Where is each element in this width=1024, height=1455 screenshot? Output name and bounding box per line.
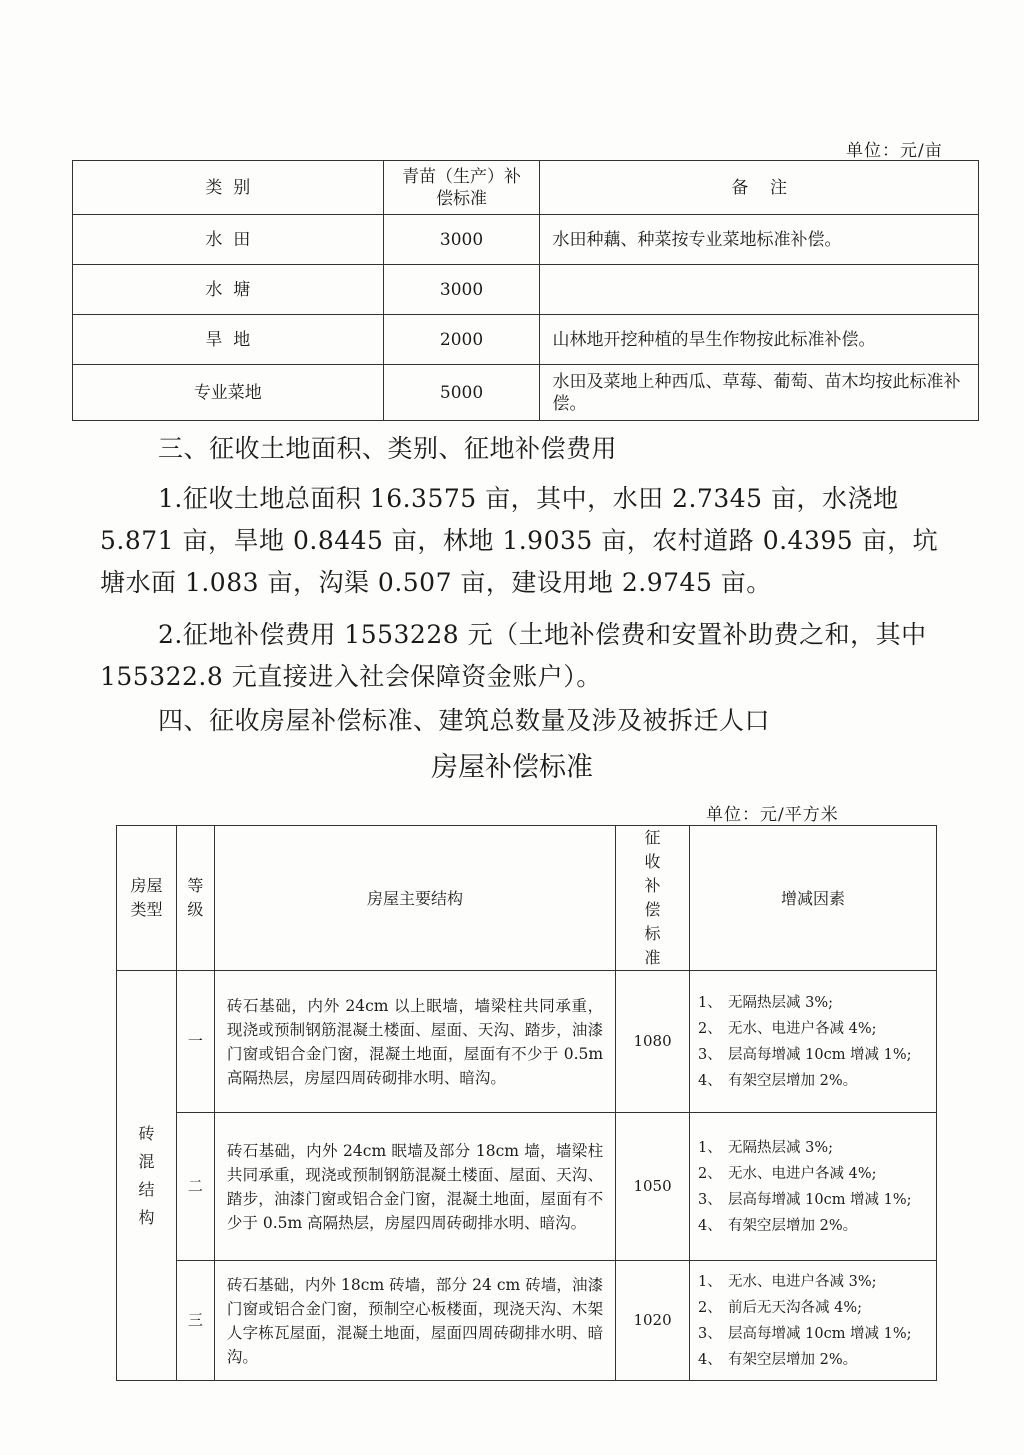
header-standard-line2: 偿标准 <box>436 188 488 209</box>
header-grade-text: 等级 <box>187 876 204 919</box>
cell-standard: 2000 <box>383 315 540 365</box>
factor-item: 4、 有架空层增加 2%。 <box>698 1351 858 1368</box>
factor-item: 2、 无水、电进户各减 4%; <box>698 1020 877 1037</box>
standard-cell: 1080 <box>616 971 690 1113</box>
factor-item: 4、 有架空层增加 2%。 <box>698 1072 858 1089</box>
factor-item: 3、 层高每增减 10cm 增减 1%; <box>698 1046 912 1063</box>
factor-item: 2、 前后无天沟各减 4%; <box>698 1299 863 1316</box>
header-remark: 备 注 <box>540 161 979 215</box>
section3-paragraph1: 1.征收土地总面积 16.3575 亩，其中，水田 2.7345 亩，水浇地 5.871 亩，旱地 0.8445 亩，林地 1.9035 亩，农村道路 0.4395 亩，坑塘水面 1.083 亩，沟渠 0.507 亩，建设用地 2.9745 亩。 <box>100 484 939 597</box>
house-compensation-table <box>116 825 937 1381</box>
cell-category: 水 塘 <box>73 265 384 315</box>
grade-cell: 二 <box>176 1113 214 1261</box>
table-row <box>73 215 979 265</box>
table2-header-row <box>117 826 937 971</box>
table2-title: 房屋补偿标准 <box>431 752 593 783</box>
cell-category: 专业菜地 <box>73 365 384 421</box>
factor-item: 2、 无水、电进户各减 4%; <box>698 1165 877 1182</box>
header-grade <box>176 826 214 971</box>
table-row <box>73 265 979 315</box>
header-standard-line1: 青苗（生产）补 <box>402 166 522 187</box>
header-house-type <box>117 826 177 971</box>
cell-category: 水 田 <box>73 215 384 265</box>
header-house-type-text: 房屋类型 <box>130 876 163 919</box>
table2-unit: 单位：元/平方米 <box>706 805 839 825</box>
header-factors: 增减因素 <box>690 826 937 971</box>
structure-cell: 砖石基础，内外 24cm 以上眠墙，墙梁柱共同承重，现浇或预制钢筋混凝土楼面、屋面、天沟、踏步，油漆门窗或铝合金门窗，混凝土地面，屋面有不少于 0.5m 高隔热层，房屋四周砖砌排水明、暗沟。 <box>214 971 615 1113</box>
factor-item: 4、 有架空层增加 2%。 <box>698 1217 858 1234</box>
structure-cell: 砖石基础，内外 18cm 砖墙，部分 24 cm 砖墙，油漆门窗或铝合金门窗，预制空心板楼面，现浇天沟、木架人字栋瓦屋面，混凝土地面，屋面四周砖砌排水明、暗沟。 <box>214 1261 615 1381</box>
header-category: 类 别 <box>73 161 384 215</box>
standard-cell: 1050 <box>616 1113 690 1261</box>
table-row <box>73 315 979 365</box>
cell-category: 旱 地 <box>73 315 384 365</box>
factors-cell <box>690 1261 937 1381</box>
factor-item: 3、 层高每增减 10cm 增减 1%; <box>698 1325 912 1342</box>
factors-cell <box>690 971 937 1113</box>
cell-remark: 水田及菜地上种西瓜、草莓、葡萄、苗木均按此标准补偿。 <box>540 365 979 421</box>
house-type-text: 砖混结构 <box>138 1123 155 1227</box>
table-row <box>117 1261 937 1381</box>
table1-unit: 单位：元/亩 <box>846 141 943 161</box>
header-standard <box>616 826 690 971</box>
table-row <box>117 1113 937 1261</box>
factor-item: 3、 层高每增减 10cm 增减 1%; <box>698 1191 912 1208</box>
grade-cell: 一 <box>176 971 214 1113</box>
factors-cell <box>690 1113 937 1261</box>
seedling-compensation-table <box>72 160 979 421</box>
cell-remark <box>540 265 979 315</box>
house-type-cell <box>117 971 177 1381</box>
section3-paragraph2: 2.征地补偿费用 1553228 元（土地补偿费和安置补助费之和，其中 155322.8 元直接进入社会保障资金账户）。 <box>100 620 927 691</box>
cell-standard: 3000 <box>383 265 540 315</box>
cell-standard: 3000 <box>383 215 540 265</box>
cell-remark: 山林地开挖种植的旱生作物按此标准补偿。 <box>540 315 979 365</box>
factor-item: 1、 无隔热层减 3%; <box>698 994 834 1011</box>
factor-item: 1、 无隔热层减 3%; <box>698 1139 834 1156</box>
header-structure: 房屋主要结构 <box>214 826 615 971</box>
cell-standard: 5000 <box>383 365 540 421</box>
grade-cell: 三 <box>176 1261 214 1381</box>
header-standard-text: 征收补偿标准 <box>644 828 661 967</box>
table-row <box>73 365 979 421</box>
header-standard <box>383 161 540 215</box>
cell-remark: 水田种藕、种菜按专业菜地标准补偿。 <box>540 215 979 265</box>
standard-cell: 1020 <box>616 1261 690 1381</box>
table-row <box>117 971 937 1113</box>
structure-cell: 砖石基础，内外 24cm 眠墙及部分 18cm 墙，墙梁柱共同承重，现浇或预制钢筋混凝土楼面、屋面、天沟、踏步，油漆门窗或铝合金门窗，混凝土地面，屋面有不少于 0.5m 高隔热层，房屋四周砖砌排水明、暗沟。 <box>214 1113 615 1261</box>
factor-item: 1、 无水、电进户各减 3%; <box>698 1273 877 1290</box>
table1-header-row <box>73 161 979 215</box>
section4-heading: 四、征收房屋补偿标准、建筑总数量及涉及被拆迁人口 <box>158 706 771 735</box>
section3-heading: 三、征收土地面积、类别、征地补偿费用 <box>158 434 618 463</box>
